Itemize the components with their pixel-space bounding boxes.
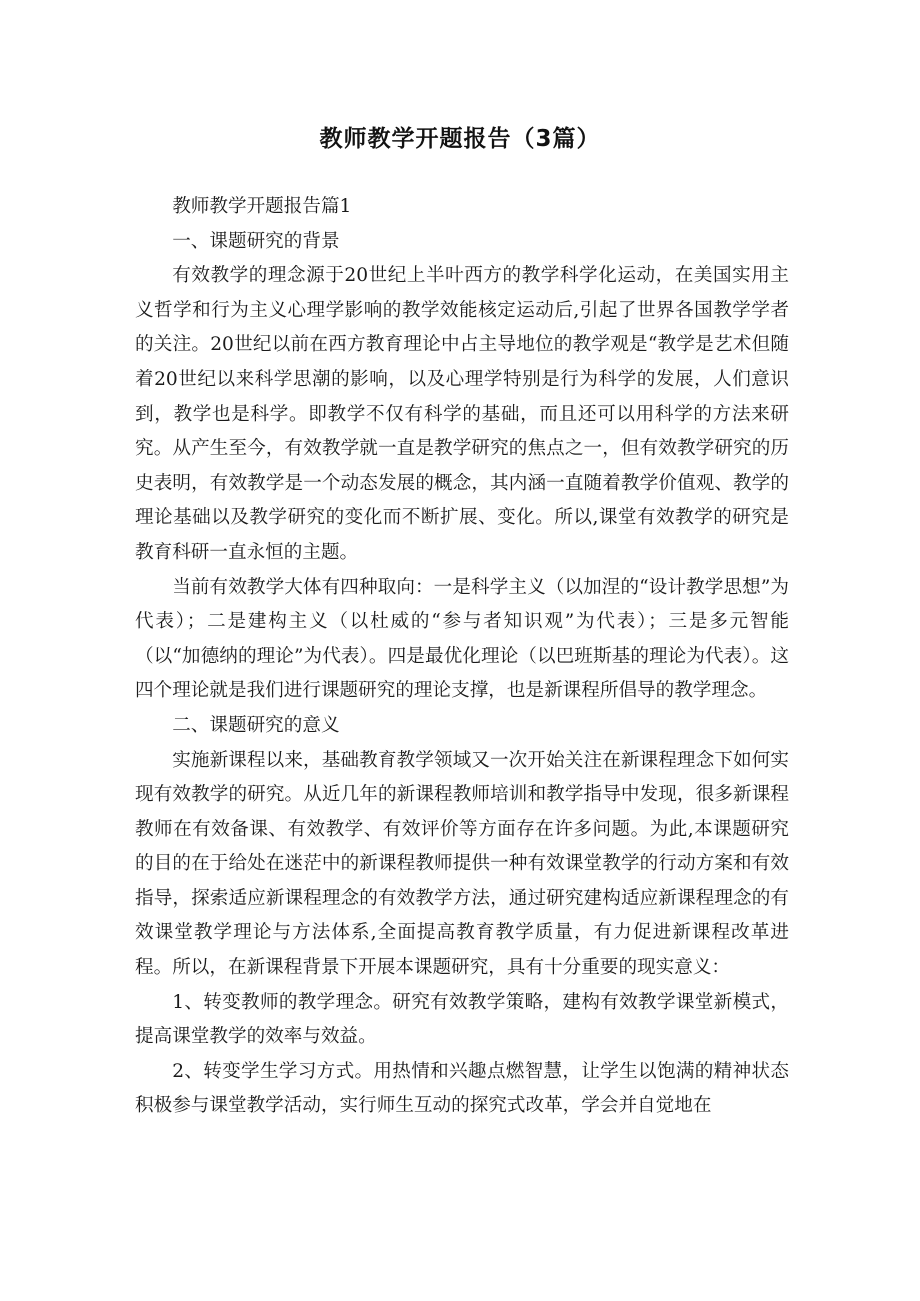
list-item-1: 1、转变教师的教学理念。研究有效教学策略，建构有效教学课堂新模式，提高课堂教学的效率与效益。 bbox=[135, 991, 789, 1048]
paragraph-background-text: 有效教学的理念源于20世纪上半叶西方的教学科学化运动，在美国实用主义哲学和行为主义心理学影响的教学效能核定运动后,引起了世界各国教学学者的关注。20世纪以前在西方教育理论中占主导地位的教学观是“教学是艺术但随着20世纪以来科学思潮的影响，以及心理学特别是行为科学的发展，人们意识到，教学也是科学。即教学不仅有科学的基础，而且还可以用科学的方法来研究。从产生至今，有效教学就一直是教学研究的焦点之一，但有效教学研究的历史表明，有效教学是一个动态发展的概念，其内涵一直随着教学价值观、教学的理论基础以及教学研究的变化而不断扩展、变化。所以,课堂有效教学的研究是教育科研一直永恒的主题。 bbox=[135, 265, 789, 563]
paragraph-four-orientations: 当前有效教学大体有四种取向：一是科学主义（以加涅的“设计教学思想”为代表）；二是建构主义（以杜威的“参与者知识观”为代表）；三是多元智能（以“加德纳的理论”为代表）。四是最优化理论（以巴班斯基的理论为代表）。这四个理论就是我们进行课题研究的理论支撑，也是新课程所倡导的教学理念。 bbox=[135, 576, 789, 702]
section-heading-significance: 二、课题研究的意义 bbox=[172, 714, 340, 736]
section-heading-article-1: 教师教学开题报告篇1 bbox=[172, 196, 352, 217]
document-title: 教师教学开题报告（3篇） bbox=[319, 126, 601, 152]
document-body bbox=[135, 190, 789, 1124]
paragraph-significance-text: 实施新课程以来，基础教育教学领域又一次开始关注在新课程理念下如何实现有效教学的研究。从近几年的新课程教师培训和教学指导中发现，很多新课程教师在有效备课、有效教学、有效评价等方面存在许多问题。为此,本课题研究的目的在于给处在迷茫中的新课程教师提供一种有效课堂教学的行动方案和有效指导，探索适应新课程理念的有效教学方法，通过研究建构适应新课程理念的有效课堂教学理论与方法体系,全面提高教育教学质量，有力促进新课程改革进程。所以，在新课程背景下开展本课题研究，具有十分重要的现实意义： bbox=[135, 749, 789, 979]
list-item-2: 2、转变学生学习方式。用热情和兴趣点燃智慧，让学生以饱满的精神状态积极参与课堂教学活动，实行师生互动的探究式改革，学会并自觉地在 bbox=[135, 1060, 789, 1117]
section-heading-background: 一、课题研究的背景 bbox=[172, 230, 340, 252]
